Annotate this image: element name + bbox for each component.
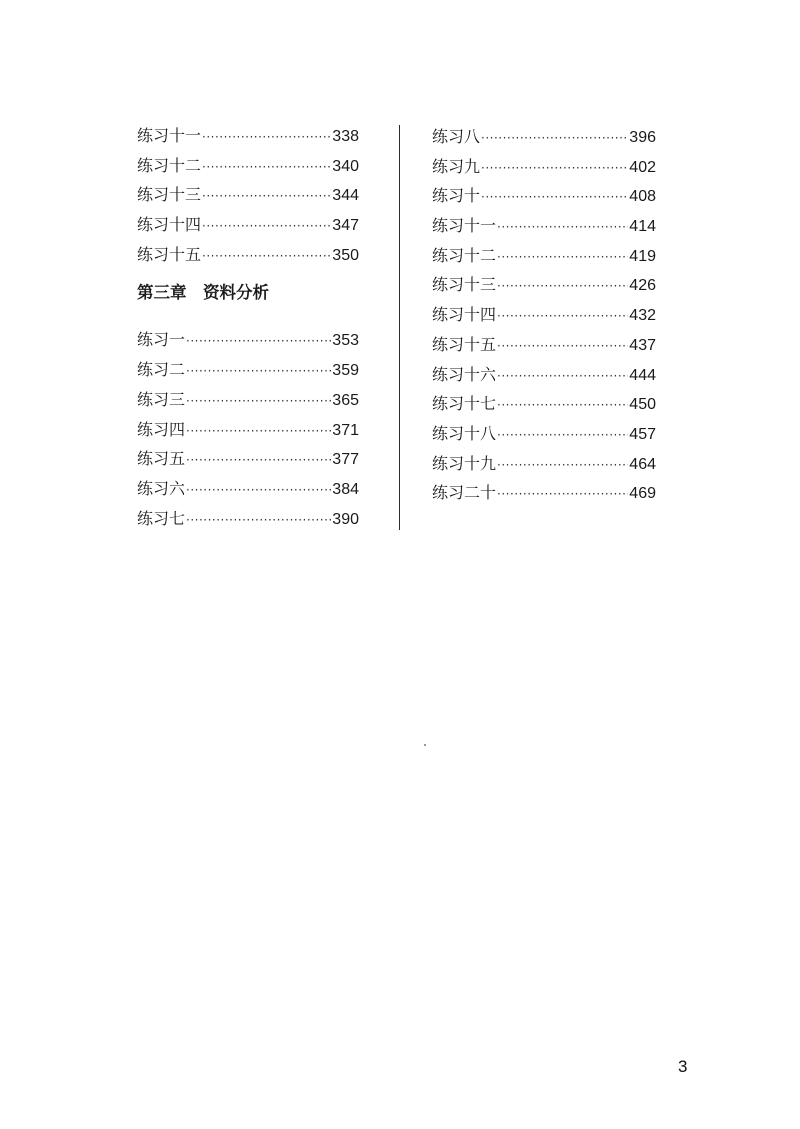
toc-leader-dots bbox=[185, 506, 331, 536]
toc-entry-title: 练习七 bbox=[137, 508, 186, 528]
toc-left-column bbox=[137, 121, 359, 533]
toc-entry-page: 344 bbox=[332, 187, 359, 205]
toc-leader-dots bbox=[496, 362, 628, 392]
toc-entry[interactable] bbox=[432, 211, 656, 241]
toc-entry[interactable] bbox=[137, 474, 359, 504]
toc-entry-page: 469 bbox=[629, 485, 656, 503]
toc-entry-title: 练习十七 bbox=[432, 394, 497, 414]
toc-entry-title: 练习十三 bbox=[137, 185, 202, 205]
toc-entry-page: 444 bbox=[629, 366, 656, 384]
toc-entry-page: 340 bbox=[332, 157, 359, 175]
toc-entry-title: 练习二 bbox=[137, 360, 186, 380]
toc-entry-title: 练习十五 bbox=[432, 334, 497, 354]
toc-entry-title: 练习五 bbox=[137, 449, 186, 469]
toc-entry-title: 练习八 bbox=[432, 127, 481, 146]
chapter-heading[interactable]: 第三章 资料分析 bbox=[137, 283, 269, 303]
toc-leader-dots bbox=[496, 480, 628, 510]
toc-leader-dots bbox=[480, 124, 628, 154]
toc-entry-page: 419 bbox=[629, 247, 656, 265]
toc-entry[interactable] bbox=[137, 151, 359, 181]
toc-entry-page: 371 bbox=[332, 421, 359, 439]
toc-entry[interactable] bbox=[432, 300, 656, 330]
toc-leader-dots bbox=[496, 332, 628, 362]
toc-leader-dots bbox=[185, 357, 331, 387]
toc-entry-page: 402 bbox=[629, 158, 656, 176]
toc-leader-dots bbox=[496, 302, 628, 332]
toc-entry-page: 350 bbox=[332, 246, 359, 264]
toc-entry-title: 练习十二 bbox=[137, 155, 202, 175]
toc-leader-dots bbox=[185, 476, 331, 506]
toc-entry[interactable] bbox=[432, 330, 656, 360]
toc-entry[interactable] bbox=[432, 270, 656, 300]
toc-leader-dots bbox=[496, 213, 628, 243]
toc-right-column bbox=[432, 122, 656, 508]
toc-entry[interactable] bbox=[432, 449, 656, 479]
toc-leader-dots bbox=[201, 242, 331, 272]
toc-entry-page: 396 bbox=[629, 129, 656, 146]
toc-entry-title: 练习四 bbox=[137, 419, 186, 439]
toc-entry-page: 426 bbox=[629, 277, 656, 295]
toc-entry[interactable] bbox=[432, 181, 656, 211]
toc-entry-page: 365 bbox=[332, 391, 359, 409]
toc-entry-page: 338 bbox=[332, 128, 359, 145]
toc-entry-title: 练习六 bbox=[137, 478, 186, 498]
toc-entry-page: 414 bbox=[629, 218, 656, 236]
toc-entry-page: 464 bbox=[629, 455, 656, 473]
toc-entry[interactable] bbox=[137, 180, 359, 210]
toc-entry-page: 390 bbox=[332, 510, 359, 528]
toc-entry[interactable] bbox=[432, 419, 656, 449]
toc-entry[interactable] bbox=[137, 121, 359, 151]
toc-entry-page: 408 bbox=[629, 188, 656, 206]
toc-entry[interactable] bbox=[137, 355, 359, 385]
toc-entry[interactable] bbox=[432, 152, 656, 182]
toc-entry-page: 384 bbox=[332, 480, 359, 498]
toc-entry-title: 练习十六 bbox=[432, 364, 497, 384]
toc-entry[interactable] bbox=[137, 240, 359, 270]
toc-entry-title: 练习九 bbox=[432, 156, 481, 176]
toc-leader-dots bbox=[201, 182, 331, 212]
toc-entry[interactable] bbox=[137, 415, 359, 445]
toc-leader-dots bbox=[496, 391, 628, 421]
toc-entry-page: 457 bbox=[629, 425, 656, 443]
toc-entry[interactable] bbox=[137, 210, 359, 240]
toc-leader-dots bbox=[480, 154, 628, 184]
toc-leader-dots bbox=[201, 153, 331, 183]
toc-entry-page: 359 bbox=[332, 362, 359, 380]
toc-entry-title: 练习十一 bbox=[137, 126, 202, 145]
toc-entry-title: 练习十九 bbox=[432, 453, 497, 473]
toc-entry[interactable] bbox=[137, 504, 359, 534]
toc-leader-dots bbox=[185, 446, 331, 476]
toc-entry-title: 练习十八 bbox=[432, 423, 497, 443]
toc-entry-title: 练习十四 bbox=[137, 215, 202, 235]
toc-entry-title: 练习十一 bbox=[432, 216, 497, 236]
toc-leader-dots bbox=[480, 183, 628, 213]
toc-entry[interactable] bbox=[432, 241, 656, 271]
toc-entry[interactable] bbox=[432, 478, 656, 508]
toc-entry-page: 347 bbox=[332, 217, 359, 235]
toc-entry-title: 练习十 bbox=[432, 186, 481, 206]
toc-leader-dots bbox=[496, 243, 628, 273]
toc-leader-dots bbox=[185, 387, 331, 417]
toc-entry-page: 377 bbox=[332, 451, 359, 469]
toc-leader-dots bbox=[201, 212, 331, 242]
column-divider bbox=[399, 125, 400, 530]
toc-entry-title: 练习十二 bbox=[432, 245, 497, 265]
toc-entry-title: 练习十三 bbox=[432, 275, 497, 295]
toc-entry-page: 437 bbox=[629, 336, 656, 354]
toc-entry-title: 练习十四 bbox=[432, 305, 497, 325]
toc-entry[interactable] bbox=[137, 325, 359, 355]
toc-entry[interactable] bbox=[432, 122, 656, 152]
toc-leader-dots bbox=[496, 451, 628, 481]
toc-entry-title: 练习十五 bbox=[137, 244, 202, 264]
toc-leader-dots bbox=[185, 327, 331, 357]
toc-leader-dots bbox=[201, 123, 331, 153]
toc-entry[interactable] bbox=[432, 360, 656, 390]
toc-entry-page: 450 bbox=[629, 396, 656, 414]
toc-leader-dots bbox=[496, 272, 628, 302]
toc-leader-dots bbox=[185, 417, 331, 447]
toc-entry[interactable] bbox=[432, 389, 656, 419]
toc-entry-title: 练习一 bbox=[137, 330, 186, 350]
toc-entry[interactable] bbox=[137, 385, 359, 415]
page-number: 3 bbox=[678, 1057, 688, 1076]
scan-speck bbox=[424, 744, 426, 746]
toc-entry-page: 432 bbox=[629, 307, 656, 325]
toc-entry-title: 练习三 bbox=[137, 389, 186, 409]
toc-entry-page: 353 bbox=[332, 332, 359, 350]
toc-entry[interactable] bbox=[137, 444, 359, 474]
toc-entry-title: 练习二十 bbox=[432, 483, 497, 503]
toc-leader-dots bbox=[496, 421, 628, 451]
